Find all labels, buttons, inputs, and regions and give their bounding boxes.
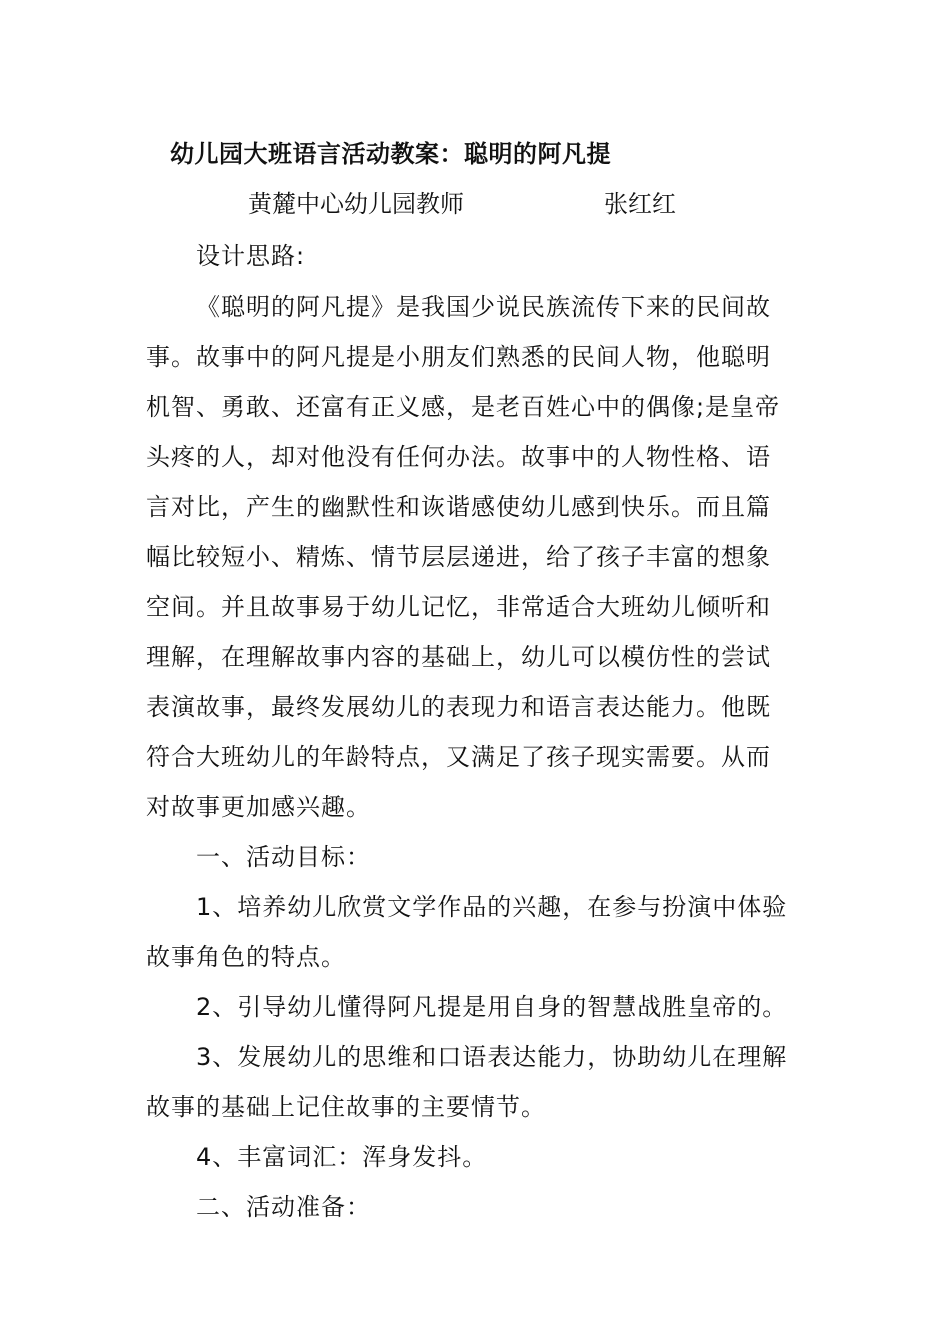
paragraph-line: 理解，在理解故事内容的基础上，幼儿可以模仿性的尝试 (146, 643, 771, 671)
author-name: 张红红 (604, 190, 676, 218)
paragraph-line: 表演故事，最终发展幼儿的表现力和语言表达能力。他既 (146, 693, 771, 721)
section-heading-design: 设计思路: (196, 242, 306, 270)
paragraph-line: 事。故事中的阿凡提是小朋友们熟悉的民间人物，他聪明 (146, 343, 771, 371)
paragraph-line: 头疼的人，却对他没有任何办法。故事中的人物性格、语 (146, 443, 771, 471)
section-heading-preparation: 二、活动准备： (196, 1193, 371, 1221)
goal-item-1-continued: 故事角色的特点。 (146, 943, 346, 971)
author-organization: 黄麓中心幼儿园教师 (248, 190, 464, 218)
goal-item-4: 4、丰富词汇：浑身发抖。 (196, 1143, 488, 1171)
paragraph-line: 言对比，产生的幽默性和诙谐感使幼儿感到快乐。而且篇 (146, 493, 771, 521)
paragraph-line: 对故事更加感兴趣。 (146, 793, 371, 821)
paragraph-line: 幅比较短小、精炼、情节层层递进，给了孩子丰富的想象 (146, 543, 771, 571)
goal-item-2: 2、引导幼儿懂得阿凡提是用自身的智慧战胜皇帝的。 (196, 993, 788, 1021)
goal-item-3-continued: 故事的基础上记住故事的主要情节。 (146, 1093, 546, 1121)
goal-item-3: 3、发展幼儿的思维和口语表达能力，协助幼儿在理解 (196, 1043, 788, 1071)
paragraph-line: 《聪明的阿凡提》是我国少说民族流传下来的民间故 (196, 293, 771, 321)
section-heading-goals: 一、活动目标： (196, 843, 371, 871)
paragraph-line: 符合大班幼儿的年龄特点，又满足了孩子现实需要。从而 (146, 743, 771, 771)
paragraph-line: 机智、勇敢、还富有正义感，是老百姓心中的偶像;是皇帝 (146, 393, 781, 421)
paragraph-line: 空间。并且故事易于幼儿记忆，非常适合大班幼儿倾听和 (146, 593, 771, 621)
goal-item-1: 1、培养幼儿欣赏文学作品的兴趣，在参与扮演中体验 (196, 893, 788, 921)
document-title: 幼儿园大班语言活动教案：聪明的阿凡提 (170, 140, 611, 168)
